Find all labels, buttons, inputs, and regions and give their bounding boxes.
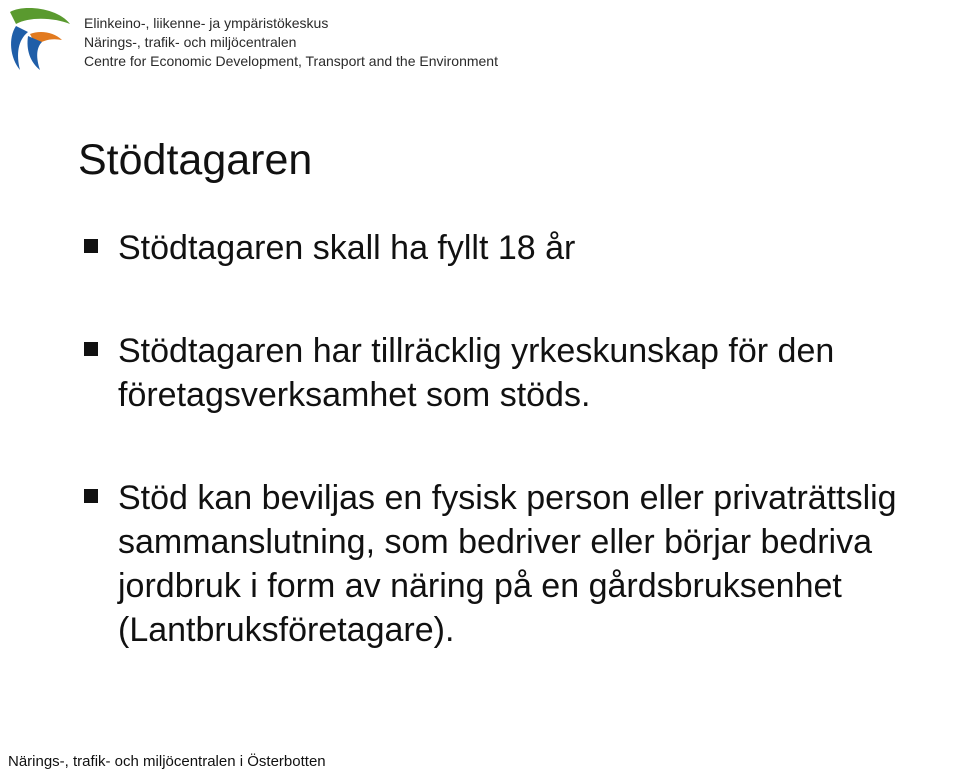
square-bullet-icon (84, 342, 98, 356)
ely-centre-logo-icon (6, 6, 72, 72)
org-name-finnish: Elinkeino-, liikenne- ja ympäristökeskus (84, 15, 329, 31)
slide-title: Stödtagaren (78, 136, 313, 184)
bullet-text: Stöd kan beviljas en fysisk person eller privaträttslig sammanslutning, som bedriver eller börjar bedriva jordbruk i form av näring på en gårdsbruksenhet (Lantbruksföretagare). (118, 479, 897, 649)
bullet-text: Stödtagaren skall ha fyllt 18 år (118, 229, 576, 267)
footer-text: Närings-, trafik- och miljöcentralen i Österbotten (8, 753, 326, 770)
list-item (76, 476, 956, 652)
list-item (76, 329, 956, 417)
org-name-swedish: Närings-, trafik- och miljöcentralen (84, 34, 297, 50)
organization-name (84, 14, 498, 71)
bullet-list (76, 226, 956, 652)
org-name-english: Centre for Economic Development, Transport and the Environment (84, 53, 498, 69)
bullet-text: Stödtagaren har tillräcklig yrkeskunskap för den företagsverksamhet som stöds. (118, 332, 835, 414)
list-item (76, 226, 956, 270)
square-bullet-icon (84, 489, 98, 503)
square-bullet-icon (84, 239, 98, 253)
header (6, 6, 498, 76)
